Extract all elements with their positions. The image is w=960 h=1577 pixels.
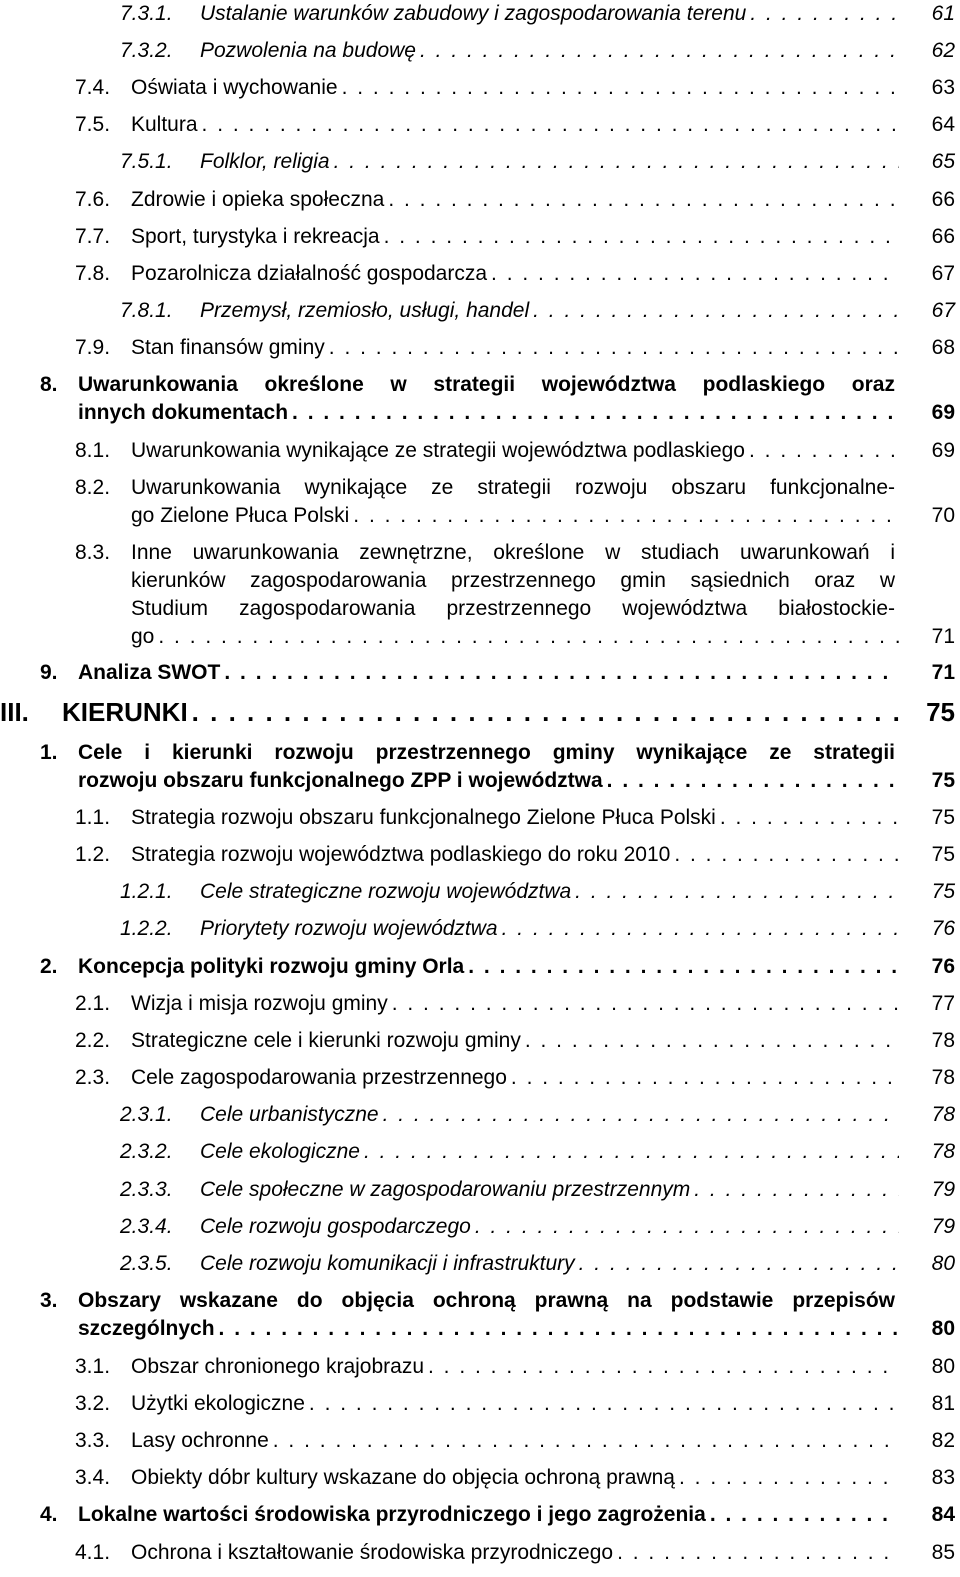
dot-leader [384, 223, 899, 251]
entry-title-text: Priorytety rozwoju województwa [200, 915, 502, 943]
entry-title-text: innych dokumentach [78, 399, 292, 427]
dot-leader [273, 1427, 899, 1455]
entry-number: III. [0, 697, 29, 727]
entry-title-text: Cele zagospodarowania przestrzennego [131, 1064, 511, 1092]
entry-title-line [131, 1539, 899, 1567]
entry-title-text: Uwarunkowania wynikające ze strategii rozwoju obszaru funkcjonalne- [131, 476, 899, 499]
entry-title-line [131, 567, 899, 595]
entry-title [131, 1353, 899, 1381]
entry-title [78, 1501, 899, 1529]
entry-title-line [200, 1176, 899, 1204]
entry-title-line [78, 659, 899, 687]
entry-page-number: 79 [931, 1215, 955, 1238]
dot-leader [679, 1464, 899, 1492]
entry-title-text: Użytki ekologiczne [131, 1390, 309, 1418]
entry-number: 1.2.1. [120, 880, 173, 903]
entry-title-text: Folklor, religia [200, 148, 334, 176]
entry-title-text: Obiekty dóbr kultury wskazane do objęcia ochroną prawną [131, 1464, 679, 1492]
entry-title [78, 953, 899, 981]
entry-page-number: 65 [931, 150, 955, 173]
entry-number: 7.8. [75, 262, 111, 285]
entry-title-line [200, 1250, 899, 1278]
entry-page-number: 62 [931, 39, 955, 62]
entry-title-text: Obszar chronionego krajobrazu [131, 1353, 428, 1381]
entry-page-number: 75 [931, 769, 955, 792]
entry-number: 2.3.5. [120, 1252, 173, 1275]
entry-page-number: 61 [931, 2, 955, 25]
entry-title-line [131, 186, 899, 214]
entry-page-number: 78 [931, 1140, 955, 1163]
entry-number: 8.2. [75, 476, 111, 499]
entry-page-number: 71 [931, 661, 955, 684]
entry-title [200, 0, 899, 28]
entry-title-line [131, 260, 899, 288]
entry-title [131, 1064, 899, 1092]
dot-leader [710, 1501, 899, 1529]
entry-page-number: 69 [931, 439, 955, 462]
dot-leader [750, 0, 899, 28]
entry-title-text: Cele i kierunki rozwoju przestrzennego gminy wynikające ze strategii [78, 741, 899, 764]
entry-number: 1.1. [75, 806, 111, 829]
entry-title-line [200, 297, 899, 325]
entry-title [131, 437, 899, 465]
entry-title [131, 186, 899, 214]
entry-title-line [131, 623, 899, 651]
entry-title-text: Studium zagospodarowania przestrzennego województwa białostockie- [131, 597, 899, 620]
entry-number: 3.4. [75, 1466, 111, 1489]
entry-title [131, 334, 899, 362]
entry-number: 8. [40, 373, 58, 396]
entry-page-number: 83 [931, 1466, 955, 1489]
entry-page-number: 84 [931, 1503, 955, 1526]
dot-leader [674, 841, 899, 869]
entry-page-number: 67 [931, 262, 955, 285]
entry-page-number: 63 [931, 76, 955, 99]
entry-title [62, 696, 899, 728]
entry-title-line [131, 1390, 899, 1418]
entry-number: 3.2. [75, 1392, 111, 1415]
entry-number: 1.2. [75, 843, 111, 866]
dot-leader [309, 1390, 899, 1418]
entry-title [200, 1176, 899, 1204]
entry-title [200, 297, 899, 325]
dot-leader [158, 623, 899, 651]
entry-title-line [62, 696, 899, 728]
entry-title-line [78, 953, 899, 981]
entry-title-line [131, 990, 899, 1018]
entry-page-number: 80 [931, 1252, 955, 1275]
dot-leader [420, 37, 899, 65]
entry-title-line [131, 502, 899, 530]
entry-number: 2. [40, 955, 58, 978]
entry-title-line [131, 74, 899, 102]
entry-title [131, 223, 899, 251]
dot-leader [579, 1250, 899, 1278]
entry-title-text: Lasy ochronne [131, 1427, 273, 1455]
entry-title-text: Obszary wskazane do objęcia ochroną prawną na podstawie przepisów [78, 1289, 899, 1312]
dot-leader [575, 878, 899, 906]
entry-number: 7.9. [75, 336, 111, 359]
dot-leader [749, 437, 899, 465]
entry-title-line [131, 1353, 899, 1381]
entry-page-number: 71 [931, 625, 955, 648]
entry-page-number: 75 [931, 843, 955, 866]
entry-title [78, 659, 899, 687]
entry-title [131, 1390, 899, 1418]
entry-title-line [131, 1064, 899, 1092]
entry-title-line [200, 148, 899, 176]
entry-title [200, 1138, 899, 1166]
entry-number: 2.3. [75, 1066, 111, 1089]
entry-title-text: Lokalne wartości środowiska przyrodniczego i jego zagrożenia [78, 1501, 710, 1529]
dot-leader [224, 659, 899, 687]
entry-title [78, 371, 899, 427]
entry-title-line [131, 474, 899, 502]
dot-leader [202, 111, 899, 139]
entry-page-number: 78 [931, 1066, 955, 1089]
dot-leader [491, 260, 899, 288]
entry-number: 2.3.4. [120, 1215, 173, 1238]
entry-title [200, 1250, 899, 1278]
entry-title-text: kierunków zagospodarowania przestrzennego gmin sąsiednich oraz w [131, 569, 899, 592]
entry-title-line [131, 595, 899, 623]
entry-title [200, 915, 899, 943]
entry-title-line [78, 371, 899, 399]
entry-title [200, 1101, 899, 1129]
entry-page-number: 70 [931, 504, 955, 527]
entry-page-number: 66 [931, 225, 955, 248]
dot-leader [364, 1138, 899, 1166]
dot-leader [720, 804, 899, 832]
entry-number: 7.5.1. [120, 150, 173, 173]
entry-number: 8.3. [75, 541, 111, 564]
entry-title [131, 804, 899, 832]
dot-leader [392, 990, 899, 1018]
entry-title-text: Zdrowie i opieka społeczna [131, 186, 388, 214]
entry-page-number: 68 [931, 336, 955, 359]
entry-page-number: 64 [931, 113, 955, 136]
entry-number: 3. [40, 1289, 58, 1312]
entry-number: 7.3.2. [120, 39, 173, 62]
entry-title-text: Przemysł, rzemiosło, usługi, handel [200, 297, 533, 325]
entry-title [131, 74, 899, 102]
entry-title [131, 111, 899, 139]
entry-title-line [200, 878, 899, 906]
entry-title-text: Uwarunkowania określone w strategii województwa podlaskiego oraz [78, 373, 899, 396]
entry-title-line [200, 0, 899, 28]
dot-leader [292, 399, 899, 427]
entry-page-number: 82 [931, 1429, 955, 1452]
entry-title-line [131, 437, 899, 465]
entry-number: 3.3. [75, 1429, 111, 1452]
entry-title-text: Cele społeczne w zagospodarowaniu przestrzennym [200, 1176, 694, 1204]
entry-page-number: 66 [931, 188, 955, 211]
entry-title-text: Inne uwarunkowania zewnętrzne, określone w studiach uwarunkowań i [131, 541, 899, 564]
dot-leader [192, 696, 899, 728]
entry-number: 4. [40, 1503, 58, 1526]
entry-title-text: Cele rozwoju komunikacji i infrastruktury [200, 1250, 579, 1278]
entry-page-number: 78 [931, 1029, 955, 1052]
entry-title-line [78, 767, 899, 795]
entry-title-line [200, 915, 899, 943]
entry-page-number: 78 [931, 1103, 955, 1126]
entry-page-number: 75 [926, 697, 955, 727]
entry-title-text: Cele ekologiczne [200, 1138, 364, 1166]
entry-title [131, 1539, 899, 1567]
dot-leader [428, 1353, 899, 1381]
entry-page-number: 79 [931, 1178, 955, 1201]
entry-title-text: Ochrona i kształtowanie środowiska przyrodniczego [131, 1539, 617, 1567]
entry-title-line [200, 37, 899, 65]
entry-title [131, 1427, 899, 1455]
entry-title-text: Uwarunkowania wynikające ze strategii województwa podlaskiego [131, 437, 749, 465]
entry-number: 2.3.3. [120, 1178, 173, 1201]
entry-title [200, 37, 899, 65]
entry-number: 3.1. [75, 1355, 111, 1378]
entry-number: 7.7. [75, 225, 111, 248]
entry-page-number: 80 [931, 1355, 955, 1378]
entry-title-text: Pozarolnicza działalność gospodarcza [131, 260, 491, 288]
entry-title [131, 990, 899, 1018]
dot-leader [383, 1101, 899, 1129]
entry-title-text: rozwoju obszaru funkcjonalnego ZPP i województwa [78, 767, 607, 795]
entry-title-line [200, 1213, 899, 1241]
entry-title [200, 878, 899, 906]
entry-title-text: Cele rozwoju gospodarczego [200, 1213, 475, 1241]
entry-page-number: 77 [931, 992, 955, 1015]
entry-title-line [78, 1287, 899, 1315]
dot-leader [353, 502, 899, 530]
entry-title-line [131, 1427, 899, 1455]
entry-title-text: Oświata i wychowanie [131, 74, 342, 102]
entry-page-number: 67 [931, 299, 955, 322]
entry-number: 2.3.1. [120, 1103, 173, 1126]
entry-page-number: 75 [931, 880, 955, 903]
entry-page-number: 76 [931, 955, 955, 978]
entry-number: 7.5. [75, 113, 111, 136]
dot-leader [525, 1027, 899, 1055]
dot-leader [607, 767, 899, 795]
entry-title-line [200, 1138, 899, 1166]
dot-leader [475, 1213, 899, 1241]
entry-title-text: Ustalanie warunków zabudowy i zagospodarowania terenu [200, 0, 750, 28]
entry-number: 1. [40, 741, 58, 764]
dot-leader [334, 148, 899, 176]
entry-title-text: Strategia rozwoju obszaru funkcjonalnego Zielone Płuca Polski [131, 804, 720, 832]
entry-title [131, 1464, 899, 1492]
entry-title-text: Stan finansów gminy [131, 334, 329, 362]
entry-title [131, 474, 899, 530]
entry-title-line [78, 399, 899, 427]
entry-title-text: szczególnych [78, 1315, 219, 1343]
entry-title [78, 739, 899, 795]
entry-title-text: Koncepcja polityki rozwoju gminy Orla [78, 953, 468, 981]
dot-leader [502, 915, 899, 943]
entry-title-text: Cele urbanistyczne [200, 1101, 383, 1129]
entry-number: 9. [40, 661, 58, 684]
entry-title-line [131, 223, 899, 251]
entry-title [200, 148, 899, 176]
dot-leader [533, 297, 899, 325]
entry-title-line [78, 1315, 899, 1343]
entry-title-text: KIERUNKI [62, 696, 192, 728]
entry-title-text: Wizja i misja rozwoju gminy [131, 990, 392, 1018]
entry-title-text: Strategia rozwoju województwa podlaskiego do roku 2010 [131, 841, 674, 869]
entry-title-line [78, 1501, 899, 1529]
entry-title-text: Strategiczne cele i kierunki rozwoju gminy [131, 1027, 525, 1055]
dot-leader [219, 1315, 899, 1343]
entry-number: 7.4. [75, 76, 111, 99]
entry-title-text: Analiza SWOT [78, 659, 224, 687]
entry-title-line [131, 111, 899, 139]
entry-page-number: 69 [931, 401, 955, 424]
dot-leader [329, 334, 899, 362]
entry-title [131, 539, 899, 651]
dot-leader [342, 74, 899, 102]
entry-number: 7.8.1. [120, 299, 173, 322]
entry-number: 2.2. [75, 1029, 111, 1052]
entry-number: 2.1. [75, 992, 111, 1015]
entry-title-line [131, 539, 899, 567]
entry-page-number: 85 [931, 1541, 955, 1564]
entry-title-line [200, 1101, 899, 1129]
entry-title-text: go Zielone Płuca Polski [131, 502, 353, 530]
entry-page-number: 76 [931, 917, 955, 940]
entry-title [131, 1027, 899, 1055]
entry-number: 1.2.2. [120, 917, 173, 940]
entry-page-number: 81 [931, 1392, 955, 1415]
dot-leader [468, 953, 899, 981]
dot-leader [511, 1064, 899, 1092]
dot-leader [694, 1176, 899, 1204]
entry-title-text: go [131, 623, 158, 651]
entry-title [78, 1287, 899, 1343]
entry-number: 7.3.1. [120, 2, 173, 25]
entry-title-line [78, 739, 899, 767]
entry-title-text: Pozwolenia na budowę [200, 37, 420, 65]
entry-title-line [131, 334, 899, 362]
dot-leader [617, 1539, 899, 1567]
entry-number: 4.1. [75, 1541, 111, 1564]
entry-title-text: Cele strategiczne rozwoju województwa [200, 878, 575, 906]
entry-title [131, 260, 899, 288]
entry-title-text: Kultura [131, 111, 202, 139]
entry-number: 8.1. [75, 439, 111, 462]
entry-page-number: 75 [931, 806, 955, 829]
entry-number: 2.3.2. [120, 1140, 173, 1163]
entry-page-number: 80 [931, 1317, 955, 1340]
entry-title-line [131, 1464, 899, 1492]
entry-title-line [131, 841, 899, 869]
entry-title [131, 841, 899, 869]
entry-title-text: Sport, turystyka i rekreacja [131, 223, 384, 251]
entry-title-line [131, 1027, 899, 1055]
entry-number: 7.6. [75, 188, 111, 211]
entry-title [200, 1213, 899, 1241]
entry-title-line [131, 804, 899, 832]
dot-leader [388, 186, 899, 214]
